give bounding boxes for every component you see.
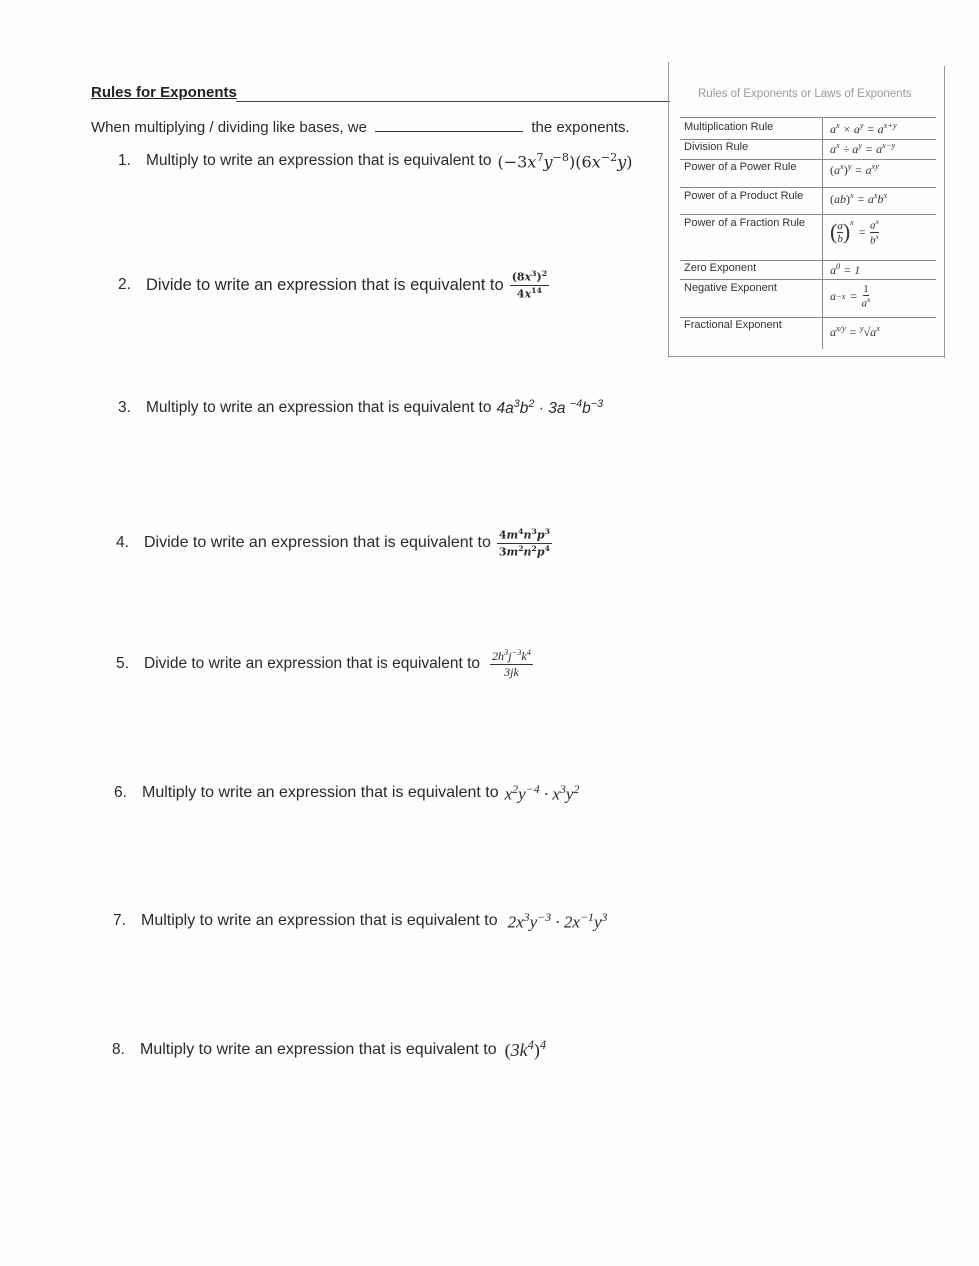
question-text: Divide to write an expression that is equivalent to [144,654,481,672]
table-rule [680,214,936,215]
rules-table-title: Rules of Exponents or Laws of Exponents [698,88,912,100]
rule-name: Fractional Exponent [684,319,782,331]
question-number: 8. [112,1040,125,1058]
table-border-bottom [668,356,945,357]
question-number: 7. [113,912,126,930]
question-expression: $\frac{2h^3j^{-3}k^4}{3jk}$ [492,648,531,680]
rule-formula: $(a^x)^y = a^{xy}$ [830,162,879,177]
rule-name: Power of a Power Rule [684,161,797,173]
question-7 [113,910,607,933]
question-expression: $2x^3y^{-3} \cdot 2x^{-1}y^3$ [507,910,608,932]
rule-formula: $a^x \div a^y = a^{x-y}$ [830,141,896,156]
question-text: Divide to write an expression that is equivalent to [146,275,504,294]
rule-name: Multiplication Rule [684,121,774,133]
intro-before: When multiplying / dividing like bases, we [91,119,367,136]
intro-after: the exponents. [531,119,630,136]
table-rule [680,117,936,118]
question-6 [114,782,579,805]
rule-name: Negative Exponent [684,282,777,294]
table-border-right [944,66,945,358]
question-number: 2. [118,276,131,294]
question-number: 5. [116,654,129,672]
table-rule [680,279,936,280]
question-expression: $(3k^4)^4$ [504,1038,547,1060]
question-text: Multiply to write an expression that is equivalent to [146,152,492,170]
question-expression: $x^2y^{-4} \cdot x^3y^2$ [504,782,580,804]
question-4 [116,528,552,559]
question-text: Multiply to write an expression that is equivalent to [141,912,498,930]
table-border-left [668,62,669,358]
table-rule [680,139,936,140]
question-text: Multiply to write an expression that is equivalent to [140,1040,497,1058]
rule-formula: $a^x \times a^y = a^{x+y}$ [830,121,897,136]
rule-formula: $a^0 = 1$ [830,262,861,277]
question-number: 4. [116,534,129,552]
question-5 [116,648,533,679]
rule-name: Power of a Fraction Rule [684,217,806,229]
rule-formula: $(ab)^x = a^xb^x$ [830,191,888,206]
question-3 [118,398,603,418]
question-number: 3. [118,399,131,417]
rule-name: Power of a Product Rule [684,190,804,202]
title-underline [236,101,670,102]
question-text: Divide to write an expression that is equivalent to [144,534,491,552]
table-rule [680,260,936,261]
question-1 [118,151,633,171]
question-8 [112,1038,546,1061]
rule-formula: a −x = $\frac{1}{a^x}$ [830,283,871,310]
question-number: 1. [118,152,131,170]
table-column-divider [822,117,823,349]
intro-sentence [91,119,630,136]
table-rule [680,159,936,160]
rule-formula: ( a b ) $^x$ = $\frac{a^x}{b^x}$ [830,217,879,247]
question-2 [118,270,549,301]
rule-name: Zero Exponent [684,262,757,274]
rule-name: Division Rule [684,141,749,153]
rule-formula: $a^{x/y} = ^y√a^x$ [830,324,880,339]
answer-blank[interactable] [375,119,523,132]
question-text: Multiply to write an expression that is equivalent to [142,784,499,802]
table-rule [680,317,936,318]
question-expression: $4a^3b^2 \cdot 3a$ $^{-4}b^{-3}$ [496,398,604,418]
question-expression: $\frac{(8x^3)^2}{4x^{14}}$ [511,269,548,301]
page-title: Rules for Exponents [91,84,237,101]
table-rule [680,187,936,188]
question-expression: $\frac{4m^4n^3p^3}{3m^2n^2p^4}$ [498,527,550,559]
question-number: 6. [114,784,127,802]
question-text: Multiply to write an expression that is equivalent to [146,399,492,417]
question-expression: $(-3x^7y^{-8})(6x^{-2}y)$ [497,151,633,172]
